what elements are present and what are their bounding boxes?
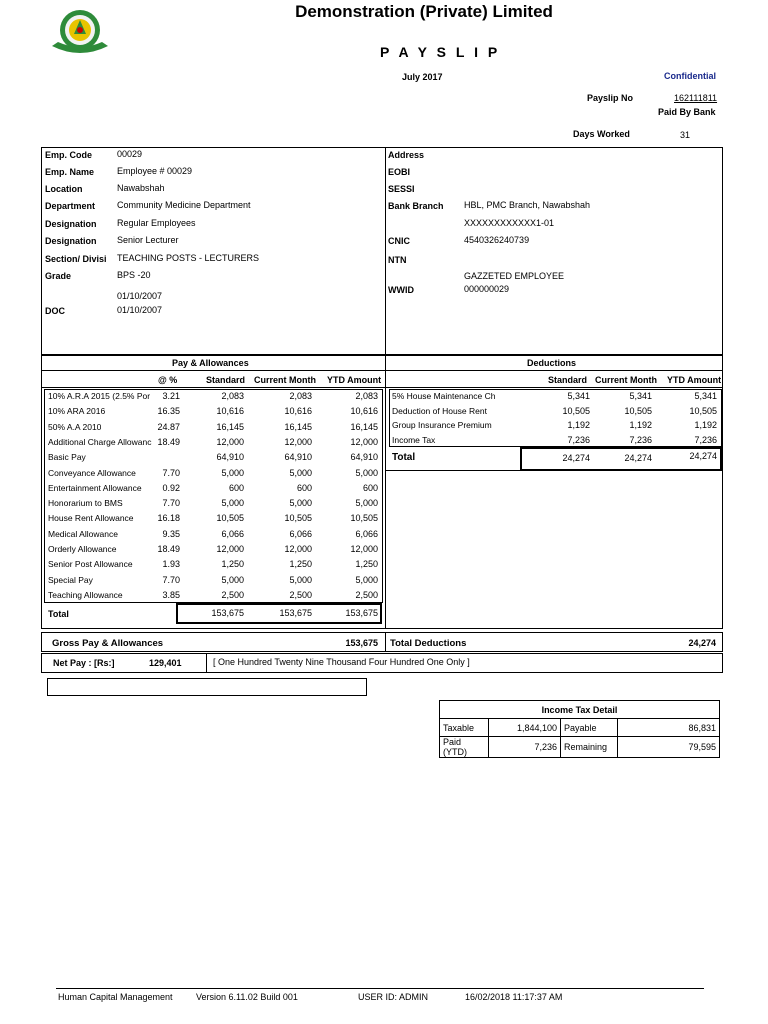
allowance-ytd: 6,066 bbox=[355, 528, 378, 539]
address-field-value: GAZZETED EMPLOYEE bbox=[464, 271, 565, 281]
address-field-label: SESSI bbox=[388, 184, 415, 194]
allowance-current: 1,250 bbox=[289, 559, 312, 570]
col-ytd: YTD Amount bbox=[327, 375, 382, 385]
deduction-standard: 7,236 bbox=[567, 434, 590, 445]
allowance-standard: 64,910 bbox=[216, 452, 244, 463]
allowance-name: Honorarium to BMS bbox=[48, 498, 123, 509]
allowance-pct: 16.35 bbox=[157, 406, 180, 417]
employee-field-value: Employee # 00029 bbox=[117, 166, 193, 176]
employee-field-value: Nawabshah bbox=[117, 183, 165, 193]
col-current: Current Month bbox=[254, 375, 316, 385]
address-field-value: 000000029 bbox=[464, 284, 510, 294]
deduction-ytd: 10,505 bbox=[689, 405, 717, 416]
remaining-value: 79,595 bbox=[618, 737, 720, 758]
allowance-standard: 12,000 bbox=[216, 436, 244, 447]
footer-app: Human Capital Management bbox=[58, 992, 173, 1002]
allowance-current: 5,000 bbox=[289, 574, 312, 585]
address-field-value: 4540326240739 bbox=[464, 235, 530, 245]
deduction-standard: 10,505 bbox=[562, 405, 590, 416]
deduction-name: Group Insurance Premium bbox=[392, 420, 492, 430]
ded-col-ytd: YTD Amount bbox=[667, 375, 722, 385]
deductions-total-ytd: 24,274 bbox=[689, 451, 717, 461]
deductions-title: Deductions bbox=[527, 358, 577, 368]
allowances-total-ytd: 153,675 bbox=[345, 608, 378, 618]
allowance-current: 10,505 bbox=[284, 513, 312, 524]
address-field-label: CNIC bbox=[388, 236, 410, 246]
address-field-label: Bank Branch bbox=[388, 201, 444, 211]
allowance-pct: 18.49 bbox=[157, 436, 180, 447]
allowance-current: 2,083 bbox=[289, 391, 312, 401]
allowance-current: 16,145 bbox=[284, 421, 312, 432]
allowance-standard: 6,066 bbox=[221, 528, 244, 539]
gross-pay-label: Gross Pay & Allowances bbox=[52, 638, 164, 649]
allowance-current: 600 bbox=[296, 482, 312, 493]
days-worked-label: Days Worked bbox=[573, 129, 630, 139]
info-divider bbox=[385, 147, 386, 355]
deduction-ytd: 5,341 bbox=[694, 391, 717, 401]
col-pct: @ % bbox=[158, 375, 178, 385]
net-pay-words: [ One Hundred Twenty Nine Thousand Four Hundred One Only ] bbox=[213, 657, 470, 667]
allowance-pct: 1.93 bbox=[162, 559, 180, 570]
paid-ytd-value: 7,236 bbox=[489, 737, 561, 758]
income-tax-detail bbox=[439, 700, 720, 758]
employee-field-value: Regular Employees bbox=[117, 218, 196, 228]
allowance-ytd: 2,083 bbox=[355, 391, 378, 401]
allowance-pct: 7.70 bbox=[162, 498, 180, 509]
net-pay-value: 129,401 bbox=[149, 658, 182, 668]
deduction-current: 7,236 bbox=[629, 434, 652, 445]
allowance-standard: 1,250 bbox=[221, 559, 244, 570]
allowance-standard: 5,000 bbox=[221, 467, 244, 478]
deductions-total-rule bbox=[386, 470, 722, 471]
payable-label: Payable bbox=[561, 719, 618, 737]
paid-by: Paid By Bank bbox=[658, 107, 716, 117]
employee-field-label: Designation bbox=[45, 236, 97, 246]
deduction-current: 1,192 bbox=[629, 420, 652, 430]
footer-rule bbox=[56, 988, 704, 989]
net-pay-divider bbox=[206, 653, 207, 673]
allowance-rows-box bbox=[44, 389, 383, 603]
remaining-label: Remaining bbox=[561, 737, 618, 758]
gross-pay-value: 153,675 bbox=[345, 638, 378, 648]
remarks-box bbox=[47, 678, 367, 696]
allowance-pct: 3.21 bbox=[162, 391, 180, 401]
deductions-total-standard: 24,274 bbox=[562, 453, 590, 463]
net-pay-label: Net Pay : [Rs:] bbox=[53, 658, 115, 668]
allowances-title: Pay & Allowances bbox=[172, 358, 249, 368]
employee-field-value: 01/10/2007 bbox=[117, 291, 163, 301]
allowance-standard: 10,616 bbox=[216, 406, 244, 417]
allowance-name: Conveyance Allowance bbox=[48, 467, 136, 478]
employee-field-value: 01/10/2007 bbox=[117, 305, 163, 315]
allowance-standard: 10,505 bbox=[216, 513, 244, 524]
header-rule-top bbox=[41, 370, 723, 371]
address-field-label: EOBI bbox=[388, 167, 411, 177]
allowance-current: 10,616 bbox=[284, 406, 312, 417]
address-field-value: XXXXXXXXXXXX1-01 bbox=[464, 218, 555, 228]
allowance-ytd: 1,250 bbox=[355, 559, 378, 570]
allowance-pct: 7.70 bbox=[162, 467, 180, 478]
allowance-name: Teaching Allowance bbox=[48, 589, 123, 600]
allowance-name: House Rent Allowance bbox=[48, 513, 134, 524]
employee-info-box bbox=[41, 147, 723, 355]
deduction-standard: 1,192 bbox=[567, 420, 590, 430]
allowance-ytd: 5,000 bbox=[355, 574, 378, 585]
allowance-name: Additional Charge Allowanc bbox=[48, 436, 152, 447]
employee-field-value: BPS -20 bbox=[117, 270, 151, 280]
allowance-current: 12,000 bbox=[284, 436, 312, 447]
employee-field-label: Grade bbox=[45, 271, 72, 281]
ded-col-standard: Standard bbox=[548, 375, 588, 385]
document-title: P A Y S L I P bbox=[380, 44, 501, 60]
allowance-pct: 9.35 bbox=[162, 528, 180, 539]
allowance-standard: 2,500 bbox=[221, 589, 244, 600]
allowance-standard: 600 bbox=[228, 482, 244, 493]
address-field-label: Address bbox=[388, 150, 425, 160]
confidential-label: Confidential bbox=[664, 71, 716, 81]
allowance-pct: 24.87 bbox=[157, 421, 180, 432]
employee-field-label: Section/ Divisi bbox=[45, 254, 107, 264]
allowance-name: 10% A.R.A 2015 (2.5% Por bbox=[48, 391, 151, 401]
employee-field-label: DOC bbox=[45, 306, 65, 316]
employee-field-label: Designation bbox=[45, 219, 97, 229]
allowance-name: Senior Post Allowance bbox=[48, 559, 133, 570]
address-field-label: NTN bbox=[388, 255, 407, 265]
col-standard: Standard bbox=[206, 375, 246, 385]
header-rule-bottom bbox=[41, 387, 723, 388]
allowance-standard: 12,000 bbox=[216, 544, 244, 554]
summary-divider bbox=[385, 632, 386, 652]
deductions-total-label: Total bbox=[392, 452, 416, 463]
allowance-ytd: 5,000 bbox=[355, 467, 378, 478]
days-worked: 31 bbox=[680, 130, 691, 140]
pay-period: July 2017 bbox=[402, 72, 443, 82]
allowance-name: Orderly Allowance bbox=[48, 544, 117, 554]
employee-field-value: TEACHING POSTS - LECTURERS bbox=[117, 253, 260, 263]
total-deductions-value: 24,274 bbox=[688, 638, 716, 648]
deduction-standard: 5,341 bbox=[567, 391, 590, 401]
allowance-current: 5,000 bbox=[289, 498, 312, 509]
footer-datetime: 16/02/2018 11:17:37 AM bbox=[465, 992, 563, 1002]
allowance-ytd: 5,000 bbox=[355, 498, 378, 509]
employee-field-value: Community Medicine Department bbox=[117, 200, 251, 210]
deduction-rows-box bbox=[389, 389, 722, 447]
tax-detail-title: Income Tax Detail bbox=[440, 701, 720, 719]
allowance-standard: 2,083 bbox=[221, 391, 244, 401]
allowance-pct: 3.85 bbox=[162, 589, 180, 600]
employee-field-label: Emp. Code bbox=[45, 150, 93, 160]
paid-ytd-label: Paid (YTD) bbox=[440, 737, 489, 758]
allowance-current: 2,500 bbox=[289, 589, 312, 600]
ded-col-current: Current Month bbox=[595, 375, 657, 385]
allowance-pct: 0.92 bbox=[162, 482, 180, 493]
address-field-label: WWID bbox=[388, 285, 414, 295]
allowance-name: 10% ARA 2016 bbox=[48, 406, 106, 417]
allowance-name: 50% A.A 2010 bbox=[48, 421, 102, 432]
deduction-name: Income Tax bbox=[392, 434, 436, 445]
allowance-name: Medical Allowance bbox=[48, 528, 118, 539]
allowance-ytd: 2,500 bbox=[355, 589, 378, 600]
deduction-ytd: 1,192 bbox=[694, 420, 717, 430]
allowances-total-current: 153,675 bbox=[279, 608, 312, 618]
allowance-ytd: 12,000 bbox=[350, 436, 378, 447]
payslip-no: 162111811 bbox=[674, 93, 718, 103]
deduction-name: Deduction of House Rent bbox=[392, 405, 487, 416]
payable-value: 86,831 bbox=[618, 719, 720, 737]
allowance-current: 64,910 bbox=[284, 452, 312, 463]
address-field-value: HBL, PMC Branch, Nawabshah bbox=[464, 200, 591, 210]
allowance-ytd: 10,616 bbox=[350, 406, 378, 417]
allowance-ytd: 64,910 bbox=[350, 452, 378, 463]
allowance-pct: 16.18 bbox=[157, 513, 180, 524]
allowance-name: Entertainment Allowance bbox=[48, 482, 142, 493]
employee-field-value: Senior Lecturer bbox=[117, 235, 179, 245]
allowance-ytd: 16,145 bbox=[350, 421, 378, 432]
allowance-name: Special Pay bbox=[48, 574, 93, 585]
allowance-ytd: 12,000 bbox=[350, 544, 378, 554]
total-deductions-label: Total Deductions bbox=[390, 638, 467, 649]
taxable-label: Taxable bbox=[440, 719, 489, 737]
allowance-current: 5,000 bbox=[289, 467, 312, 478]
footer-user: USER ID: ADMIN bbox=[358, 992, 429, 1002]
section-divider bbox=[385, 355, 386, 629]
employee-field-label: Location bbox=[45, 184, 83, 194]
deduction-current: 5,341 bbox=[629, 391, 652, 401]
allowance-standard: 5,000 bbox=[221, 498, 244, 509]
footer-version: Version 6.11.02 Build 001 bbox=[196, 992, 298, 1002]
payslip-no-label: Payslip No bbox=[587, 93, 634, 103]
allowance-ytd: 10,505 bbox=[350, 513, 378, 524]
taxable-value: 1,844,100 bbox=[489, 719, 561, 737]
allowance-standard: 5,000 bbox=[221, 574, 244, 585]
employee-field-label: Department bbox=[45, 201, 96, 211]
allowance-current: 6,066 bbox=[289, 528, 312, 539]
deduction-ytd: 7,236 bbox=[694, 434, 717, 445]
deductions-total-current: 24,274 bbox=[624, 453, 652, 463]
allowance-name: Basic Pay bbox=[48, 452, 86, 463]
allowances-total-standard: 153,675 bbox=[211, 608, 244, 618]
allowance-pct: 7.70 bbox=[162, 574, 180, 585]
deduction-name: 5% House Maintenance Ch bbox=[392, 391, 496, 401]
employee-field-label: Emp. Name bbox=[45, 167, 95, 177]
allowances-total-label: Total bbox=[48, 609, 69, 619]
allowance-pct: 18.49 bbox=[157, 544, 180, 554]
company-name: Demonstration (Private) Limited bbox=[295, 2, 553, 21]
deduction-current: 10,505 bbox=[624, 405, 652, 416]
allowance-current: 12,000 bbox=[284, 544, 312, 554]
employee-field-value: 00029 bbox=[117, 149, 143, 159]
allowance-ytd: 600 bbox=[362, 482, 378, 493]
allowance-standard: 16,145 bbox=[216, 421, 244, 432]
